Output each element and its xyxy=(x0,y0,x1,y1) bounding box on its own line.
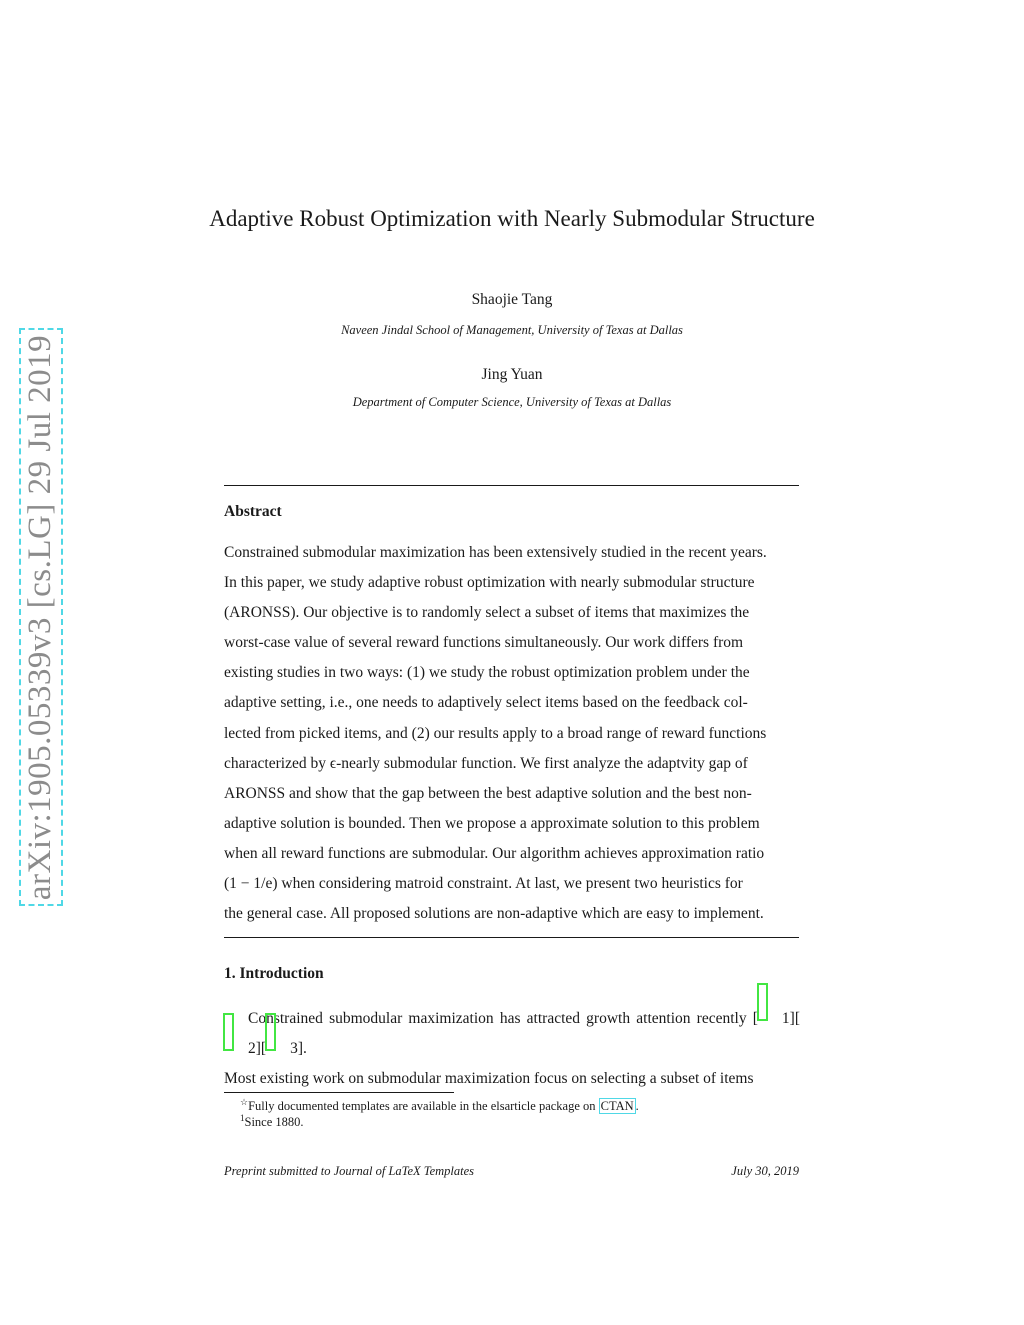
citation-link[interactable] xyxy=(224,1034,256,1064)
abstract-line: worst-case value of several reward functions simultaneously. Our work differs from xyxy=(224,634,744,652)
abstract-line: adaptive setting, i.e., one needs to adaptively select items based on the feedback col- xyxy=(224,694,748,712)
citation-link[interactable] xyxy=(266,1034,298,1064)
introduction-body xyxy=(224,1004,800,1094)
footnote-text: Fully documented templates are available in the elsarticle package on xyxy=(248,1099,599,1114)
abstract-line: ARONSS and show that the gap between the best adaptive solution and the best non- xyxy=(224,784,752,802)
author-name: Shaojie Tang xyxy=(471,291,553,308)
author-affiliation: Naveen Jindal School of Management, University of Texas at Dallas xyxy=(341,323,683,337)
footnote-rule xyxy=(224,1092,454,1093)
citation-number: 1 xyxy=(781,1010,790,1027)
citation-highlight-box xyxy=(757,983,768,1021)
introduction-paragraph: Constrained submodular maximization has attracted growth attention recently [ 1][ 2][ 3]. xyxy=(224,1004,800,1064)
abstract-line: the general case. All proposed solutions are non-adaptive which are easy to implement. xyxy=(224,905,764,923)
abstract-line: In this paper, we study adaptive robust optimization with nearly submodular structure xyxy=(224,574,755,592)
abstract-line: when all reward functions are submodular. Our algorithm achieves approximation ratio xyxy=(224,844,765,862)
abstract-body xyxy=(224,538,800,929)
introduction-line: Most existing work on submodular maximization focus on selecting a subset of items xyxy=(224,1070,754,1087)
footnote-text: . xyxy=(635,1099,639,1114)
preprint-date: July 30, 2019 xyxy=(731,1164,799,1178)
abstract-line: lected from picked items, and (2) our results apply to a broad range of reward functions xyxy=(224,724,767,742)
citation-number: 3 xyxy=(290,1040,298,1057)
ctan-link[interactable]: CTAN xyxy=(600,1099,634,1114)
footnote-marker: ☆ xyxy=(240,1097,249,1107)
citation-highlight-box xyxy=(223,1013,234,1051)
abstract-top-rule xyxy=(224,485,799,486)
introduction-heading: 1. Introduction xyxy=(224,965,324,982)
introduction-text: . xyxy=(303,1040,307,1057)
abstract-line: characterized by ϵ-nearly submodular function. We first analyze the adaptvity gap of xyxy=(224,754,748,772)
arxiv-identifier-stamp[interactable] xyxy=(19,328,63,906)
citation-highlight-box xyxy=(265,1013,276,1051)
footnote-star xyxy=(240,1097,639,1114)
abstract-bottom-rule xyxy=(224,937,799,938)
footnote-text: Since 1880. xyxy=(244,1115,304,1130)
introduction-text: Constrained submodular maximization has attracted growth attention recently xyxy=(248,1010,753,1027)
preprint-note: Preprint submitted to Journal of LaTeX Templates xyxy=(224,1164,475,1178)
abstract-line: (ARONSS). Our objective is to randomly select a subset of items that maximizes the xyxy=(224,604,750,622)
citation-number: 2 xyxy=(248,1040,256,1057)
author-name: Jing Yuan xyxy=(481,366,543,383)
arxiv-identifier: arXiv:1905.05339v3 [cs.LG] 29 Jul 2019 xyxy=(22,334,59,900)
abstract-heading: Abstract xyxy=(224,503,282,520)
abstract-line: Constrained submodular maximization has been extensively studied in the recent years. xyxy=(224,544,767,561)
abstract-line: (1 − 1/e) when considering matroid constraint. At last, we present two heuristics for xyxy=(224,875,743,893)
paper-title: Adaptive Robust Optimization with Nearly Submodular Structure xyxy=(209,206,815,231)
abstract-line: existing studies in two ways: (1) we study the robust optimization problem under the xyxy=(224,664,750,682)
footnote-marker: 1 xyxy=(240,1113,245,1123)
citation-link[interactable] xyxy=(758,1004,790,1034)
author-affiliation: Department of Computer Science, University of Texas at Dallas xyxy=(352,395,672,409)
abstract-line: adaptive solution is bounded. Then we propose a approximate solution to this problem xyxy=(224,814,760,832)
footnote-one xyxy=(240,1113,304,1130)
